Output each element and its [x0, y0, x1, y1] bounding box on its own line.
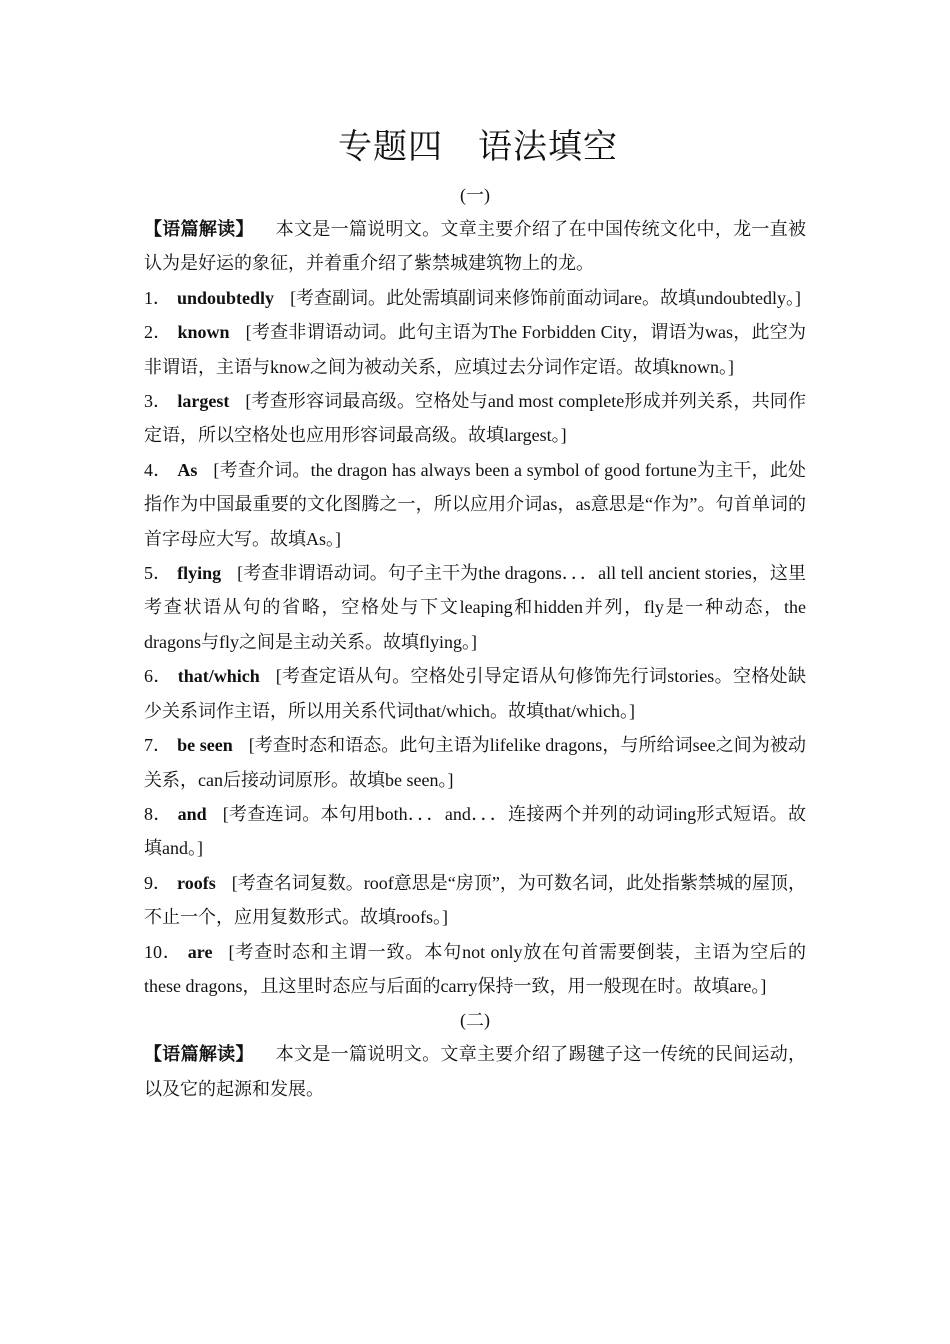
answer-item-9	[144, 866, 806, 935]
answer-word: undoubtedly	[177, 287, 275, 308]
section-heading-2: (二)	[460, 1010, 490, 1031]
answer-word: flying	[177, 563, 222, 584]
item-number: 6．	[144, 666, 172, 687]
intro-text: 本文是一篇说明文。文章主要介绍了踢毽子这一传统的民间运动，以及它的起源和发展。	[144, 1044, 806, 1099]
answer-item-6	[144, 659, 806, 728]
answer-explanation: [考查连词。本句用both．．．and．．．连接两个并列的动词ing形式短语。故填and。]	[144, 803, 807, 859]
answer-explanation: [考查介词。the dragon has always been a symbol of good fortune为主干，此处指作为中国最重要的文化图腾之一，所以应用介词as，as意思是“作为”。句首单词的首字母应大写。故填As。]	[144, 459, 806, 549]
document-title: 专题四 语法填空	[338, 129, 618, 166]
answer-item-7	[144, 728, 806, 797]
intro-text: 本文是一篇说明文。文章主要介绍了在中国传统文化中，龙一直被认为是好运的象征，并着重介绍了紫禁城建筑物上的龙。	[144, 219, 806, 274]
intro-label: 【语篇解读】	[144, 1044, 254, 1065]
item-number: 5．	[144, 563, 172, 584]
intro-label: 【语篇解读】	[144, 219, 254, 239]
answer-word: largest	[177, 391, 230, 412]
answer-item-4	[144, 453, 806, 556]
answer-word: and	[177, 803, 207, 824]
answer-explanation: [考查副词。此处需填副词来修饰前面动词are。故填undoubtedly。]	[290, 287, 802, 308]
answer-item-3	[144, 384, 806, 453]
answer-word: roofs	[177, 872, 216, 893]
answer-explanation: [考查非谓语动词。此句主语为The Forbidden City，谓语为was，此空为非谓语，主语与know之间为被动关系，应填过去分词作定语。故填known。]	[144, 322, 807, 377]
answer-item-8	[144, 797, 806, 866]
item-number: 1．	[144, 287, 171, 308]
item-number: 10．	[144, 941, 182, 962]
item-number: 7．	[144, 735, 172, 756]
answer-explanation: [考查时态和语态。此句主语为lifelike dragons，与所给词see之间为被动关系，can后接动词原形。故填be seen。]	[144, 735, 807, 790]
answer-word: that/which	[177, 666, 260, 687]
answer-word: known	[177, 322, 230, 343]
answer-explanation: [考查时态和主谓一致。本句not only放在句首需要倒装，主语为空后的these dragons，且这里时态应与后面的carry保持一致，用一般现在时。故填are。]	[144, 941, 806, 996]
answer-word: be seen	[177, 735, 233, 756]
reading-intro-1	[144, 212, 806, 281]
answer-item-2	[144, 315, 806, 384]
item-number: 3．	[144, 391, 172, 412]
answer-word: are	[187, 941, 213, 962]
section-heading-1: (一)	[460, 185, 490, 205]
item-number: 9．	[144, 872, 172, 893]
document-page	[144, 118, 806, 1106]
item-number: 4．	[144, 459, 172, 480]
reading-intro-2	[144, 1037, 806, 1106]
item-number: 8．	[144, 803, 172, 824]
answer-item-10	[144, 935, 806, 1004]
answer-explanation: [考查名词复数。roof意思是“房顶”，为可数名词，此处指紫禁城的屋顶，不止一个，应用复数形式。故填roofs。]	[144, 872, 806, 928]
answer-explanation: [考查定语从句。空格处引导定语从句修饰先行词stories。空格处缺少关系词作主语，所以用关系代词that/which。故填that/which。]	[144, 666, 807, 721]
answer-explanation: [考查形容词最高级。空格处与and most complete形成并列关系，共同作定语，所以空格处也应用形容词最高级。故填largest。]	[144, 391, 807, 446]
item-number: 2．	[144, 322, 172, 343]
answer-word: As	[177, 459, 198, 480]
answer-explanation: [考查非谓语动词。句子主干为the dragons．．．all tell ancient stories，这里考查状语从句的省略，空格处与下文leaping和hidden并列，fly是一种动态，the dragons与fly之间是主动关系。故填flying。]	[144, 563, 807, 652]
answer-item-5	[144, 556, 806, 659]
answer-item-1	[144, 281, 806, 315]
